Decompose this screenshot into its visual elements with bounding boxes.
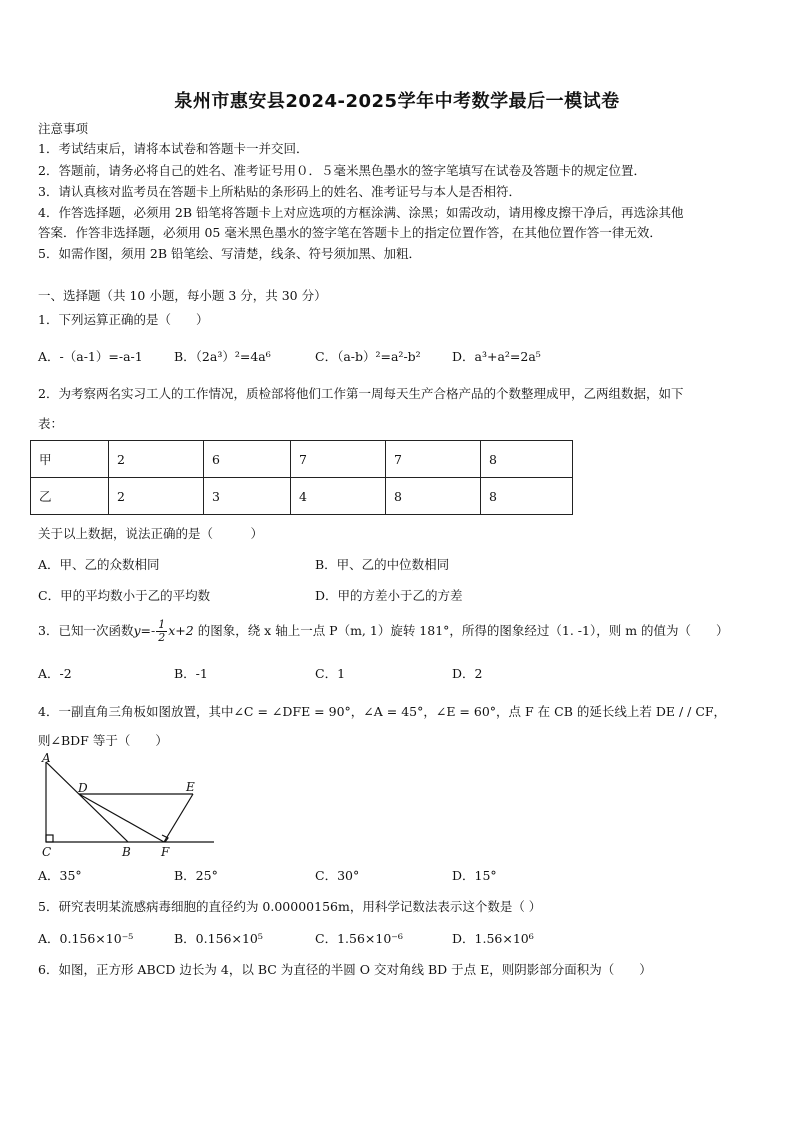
q5-option-c: C．1.56×10⁻⁶	[315, 931, 403, 946]
page-title: 泉州市惠安县2024-2025学年中考数学最后一模试卷	[174, 91, 620, 112]
q4-option-b: B．25°	[174, 868, 218, 883]
label-c: C	[42, 845, 52, 859]
q3-option-d: D．2	[452, 666, 483, 681]
data-table	[30, 440, 573, 515]
fraction-numerator: 1	[158, 618, 166, 631]
segment-ef	[164, 794, 193, 842]
q3-prefix: 3．已知一次函数	[38, 623, 134, 638]
table-cell: 乙	[31, 478, 109, 515]
q1-option-b: B．（2a³）²=4a⁶	[174, 349, 271, 364]
note-item: 2．答题前，请务必将自己的姓名、准考证号用０．５毫米黑色墨水的签字笔填写在试卷及答题卡的规定位置．	[38, 163, 646, 178]
table-cell: 8	[481, 441, 573, 478]
q3-function-y: y=-	[133, 623, 156, 638]
table-cell: 7	[291, 441, 386, 478]
q5-option-d: D．1.56×10⁶	[452, 931, 534, 946]
note-item: 答案．作答非选择题，必须用 05 毫米黑色墨水的签字笔在答题卡上的指定位置作答，在其他位置作答一律无效．	[38, 225, 662, 240]
triangle-figure	[36, 752, 226, 860]
segment-df	[79, 794, 164, 842]
table-cell: 8	[386, 478, 481, 515]
label-e: E	[186, 780, 195, 794]
q1-option-a: A．-（a-1）=-a-1	[38, 349, 143, 364]
q2-option-d: D．甲的方差小于乙的方差	[315, 588, 463, 603]
question-1-stem: 1．下列运算正确的是（ ）	[38, 312, 209, 327]
q2-option-a: A．甲、乙的众数相同	[38, 557, 160, 572]
fraction-denominator: 2	[158, 631, 166, 644]
label-b: B	[122, 845, 131, 859]
q1-option-d: D．a³+a²=2a⁵	[452, 349, 541, 364]
table-cell: 7	[386, 441, 481, 478]
question-2-stem: 2．为考察两名实习工人的工作情况，质检部将他们工作第一周每天生产合格产品的个数整理成甲，乙两组数据，如下	[38, 386, 684, 401]
q5-option-a: A．0.156×10⁻⁵	[38, 931, 134, 946]
question-2-prompt: 关于以上数据，说法正确的是（ ）	[38, 526, 264, 541]
right-angle-mark-c	[46, 835, 53, 842]
q4-option-c: C．30°	[315, 868, 360, 883]
q1-option-c: C．（a-b）²=a²-b²	[315, 349, 421, 364]
table-cell: 3	[204, 478, 291, 515]
question-4-stem: 4．一副直角三角板如图放置，其中∠C = ∠DFE = 90°，∠A = 45°，∠E = 60°，点 F 在 CB 的延长线上若 DE / / CF，	[38, 704, 727, 719]
table-cell: 2	[109, 478, 204, 515]
table-cell: 6	[204, 441, 291, 478]
table-cell: 4	[291, 478, 386, 515]
question-3-stem	[38, 616, 729, 646]
table-cell: 甲	[31, 441, 109, 478]
question-6-stem: 6．如图，正方形 ABCD 边长为 4，以 BC 为直径的半圆 O 交对角线 BD 于点 E，则阴影部分面积为（ ）	[38, 962, 652, 977]
q3-function-rest: x+2	[168, 623, 194, 638]
note-item: 3．请认真核对监考员在答题卡上所粘贴的条形码上的姓名、准考证号与本人是否相符．	[38, 184, 521, 199]
section-heading: 一、选择题（共 10 小题，每小题 3 分，共 30 分）	[38, 288, 327, 303]
q3-suffix: 的图象，绕 x 轴上一点 P（m, 1）旋转 181°，所得的图象经过（1. -1），则 m 的值为（ ）	[193, 623, 729, 638]
question-4-stem-cont: 则∠BDF 等于（ ）	[38, 733, 168, 748]
segment-ab	[46, 762, 128, 842]
table-row	[31, 441, 573, 478]
q3-option-c: C．1	[315, 666, 346, 681]
label-d: D	[78, 781, 88, 795]
q2-option-b: B．甲、乙的中位数相同	[315, 557, 450, 572]
note-item: 1．考试结束后，请将本试卷和答题卡一并交回．	[38, 141, 309, 156]
q2-option-c: C．甲的平均数小于乙的平均数	[38, 588, 211, 603]
note-item: 4．作答选择题，必须用 2B 铅笔将答题卡上对应选项的方框涂满、涂黑；如需改动，请用橡皮擦干净后，再选涂其他	[38, 205, 684, 220]
note-item: 5．如需作图，须用 2B 铅笔绘、写清楚，线条、符号须加黑、加粗．	[38, 246, 422, 261]
notes-heading: 注意事项	[38, 121, 89, 136]
q4-option-d: D．15°	[452, 868, 497, 883]
question-5-stem: 5．研究表明某流感病毒细胞的直径约为 0.00000156m，用科学记数法表示这个数是（ ）	[38, 899, 542, 914]
q4-option-a: A．35°	[38, 868, 82, 883]
label-f: F	[161, 845, 170, 859]
question-2-stem-cont: 表：	[38, 416, 64, 431]
q3-option-b: B．-1	[174, 666, 208, 681]
table-row	[31, 478, 573, 515]
q3-option-a: A．-2	[38, 666, 72, 681]
q5-option-b: B．0.156×10⁵	[174, 931, 263, 946]
table-cell: 2	[109, 441, 204, 478]
label-a: A	[42, 752, 51, 765]
fraction	[156, 619, 167, 644]
table-cell: 8	[481, 478, 573, 515]
